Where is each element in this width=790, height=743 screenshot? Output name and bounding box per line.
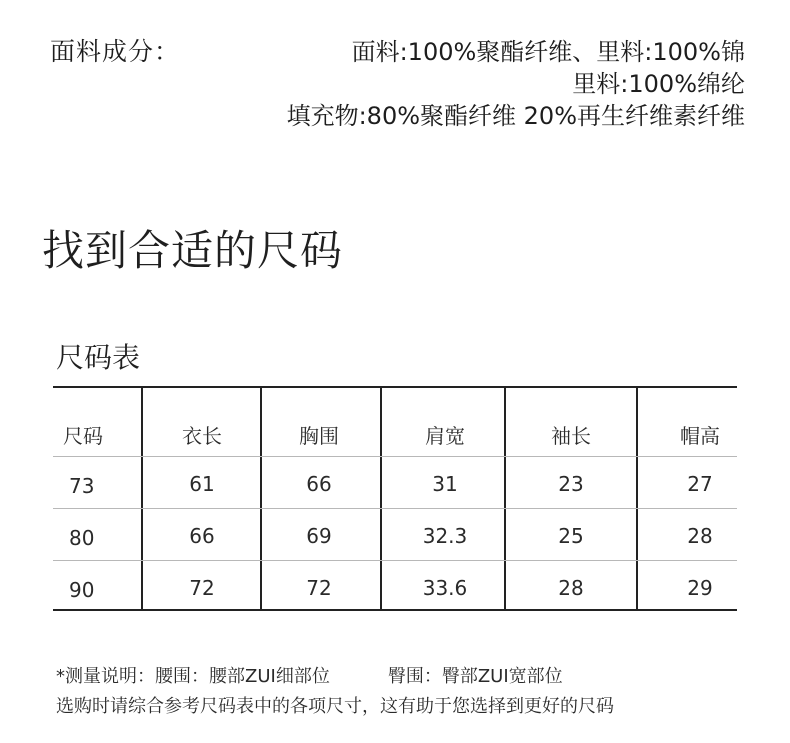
row-divider [53,560,737,561]
table-cell: 28 [558,576,584,600]
table-cell: 80 [69,526,95,550]
size-table [53,386,737,611]
table-cell: 66 [189,524,215,548]
table-cell: 28 [687,524,713,548]
table-cell: 33.6 [422,576,468,600]
table-cell: 32.3 [422,524,468,548]
fabric-composition-label: 面料成分： [50,37,181,66]
fabric-line-shell: 面料:100%聚酯纤维、里料:100%锦 [351,38,745,66]
page-title: 找到合适的尺码 [42,226,344,275]
table-cell: 25 [558,524,584,548]
table-cell: 72 [189,576,215,600]
header-chest: 胸围 [299,424,339,448]
table-cell: 66 [306,472,332,496]
table-cell: 69 [306,524,332,548]
row-divider [53,508,737,509]
fabric-composition-details [287,36,745,132]
fabric-line-lining: 里料:100%绵纶 [572,70,745,98]
table-cell: 23 [558,472,584,496]
header-sleeve: 袖长 [551,424,591,448]
table-cell: 29 [687,576,713,600]
table-cell: 73 [69,474,95,498]
table-cell: 27 [687,472,713,496]
measurement-note-waist: *测量说明：腰围：腰部ZUI细部位 [56,666,330,687]
header-length: 衣长 [182,424,222,448]
column-divider [141,388,143,609]
table-cell: 61 [189,472,215,496]
column-divider [380,388,382,609]
column-divider [504,388,506,609]
header-shoulder: 肩宽 [425,424,465,448]
measurement-note-hip: 臀围：臀部ZUI宽部位 [387,666,563,687]
table-cell: 31 [432,472,458,496]
header-size: 尺码 [63,424,103,448]
column-divider [260,388,262,609]
table-cell: 72 [306,576,332,600]
header-hood: 帽高 [680,424,720,448]
measurement-note [56,662,563,688]
fabric-line-filling: 填充物:80%聚酯纤维 20%再生纤维素纤维 [286,102,745,130]
column-divider [636,388,638,609]
size-table-title: 尺码表 [56,341,141,374]
table-cell: 90 [69,578,95,602]
selection-advice-note: 选购时请综合参考尺码表中的各项尺寸，这有助于您选择到更好的尺码 [56,696,614,717]
row-divider [53,456,737,457]
